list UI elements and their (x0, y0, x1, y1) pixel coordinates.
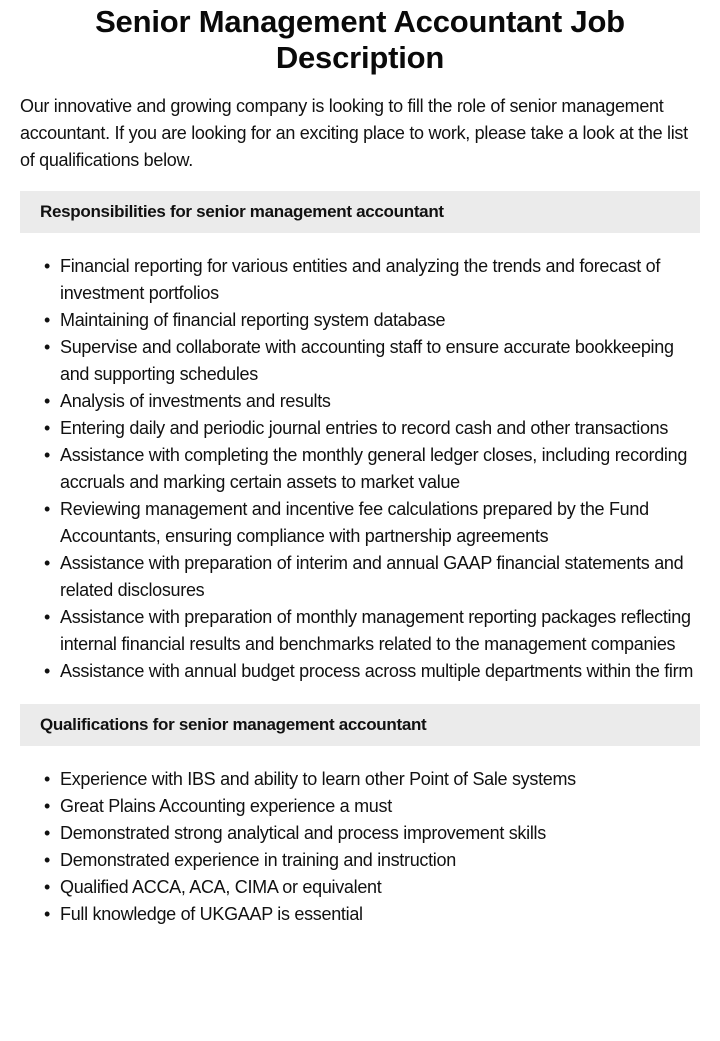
page-title: Senior Management Accountant Job Description (95, 4, 625, 75)
list-item: • Demonstrated experience in training and instruction (60, 847, 700, 874)
bullet-icon: • (43, 850, 50, 870)
responsibilities-heading (20, 191, 700, 233)
bullet-icon: • (43, 877, 50, 897)
bullet-icon: • (43, 553, 50, 573)
list-item: • Reviewing management and incentive fee calculations prepared by the Fund Accountants, ensuring compliance with partnership agreements (60, 496, 700, 550)
job-description-page (0, 4, 720, 928)
list-item: • Supervise and collaborate with accounting staff to ensure accurate bookkeeping and supporting schedules (60, 334, 700, 388)
qualifications-heading (20, 704, 700, 746)
list-item: • Qualified ACCA, ACA, CIMA or equivalent (60, 874, 700, 901)
bullet-icon: • (43, 607, 50, 627)
bullet-icon: • (43, 445, 50, 465)
bullet-icon: • (43, 796, 50, 816)
list-item: • Financial reporting for various entities and analyzing the trends and forecast of investment portfolios (60, 253, 700, 307)
list-item: • Demonstrated strong analytical and process improvement skills (60, 820, 700, 847)
bullet-icon: • (43, 391, 50, 411)
bullet-icon: • (43, 310, 50, 330)
bullet-icon: • (43, 661, 50, 681)
list-item: • Assistance with preparation of interim and annual GAAP financial statements and related disclosures (60, 550, 700, 604)
bullet-icon: • (43, 418, 50, 438)
responsibilities-list (20, 253, 700, 685)
qualifications-heading-text: Qualifications for senior management accountant (40, 715, 427, 734)
list-item: • Experience with IBS and ability to learn other Point of Sale systems (60, 766, 700, 793)
list-item: • Great Plains Accounting experience a must (60, 793, 700, 820)
intro-paragraph: Our innovative and growing company is looking to fill the role of senior management accountant. If you are looking for an exciting place to work, please take a look at the list of qualifications below. (20, 96, 688, 170)
list-item: • Assistance with completing the monthly general ledger closes, including recording accruals and marking certain assets to market value (60, 442, 700, 496)
list-item: • Full knowledge of UKGAAP is essential (60, 901, 700, 928)
bullet-icon: • (43, 256, 50, 276)
list-item: • Maintaining of financial reporting system database (60, 307, 700, 334)
bullet-icon: • (43, 337, 50, 357)
qualifications-list (20, 766, 700, 928)
bullet-icon: • (43, 823, 50, 843)
responsibilities-heading-text: Responsibilities for senior management accountant (40, 202, 444, 221)
bullet-icon: • (43, 769, 50, 789)
list-item: • Assistance with annual budget process across multiple departments within the firm (60, 658, 700, 685)
list-item: • Assistance with preparation of monthly management reporting packages reflecting internal financial results and benchmarks related to the management companies (60, 604, 700, 658)
bullet-icon: • (43, 904, 50, 924)
list-item: • Analysis of investments and results (60, 388, 700, 415)
bullet-icon: • (43, 499, 50, 519)
list-item: • Entering daily and periodic journal entries to record cash and other transactions (60, 415, 700, 442)
